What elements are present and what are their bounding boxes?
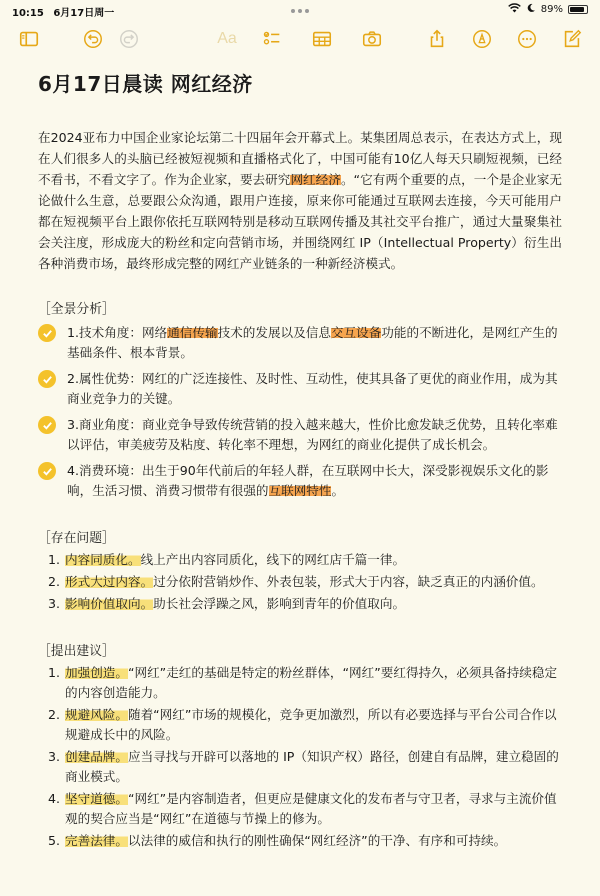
highlighted-keyword: 完善法律。: [65, 833, 128, 848]
highlighted-keyword: 形式大过内容。: [65, 574, 154, 589]
list-number: 2.: [48, 574, 61, 589]
item-text: 。: [331, 483, 345, 498]
checklist-item-3: [38, 415, 562, 455]
undo-icon[interactable]: [80, 26, 106, 52]
markup-pen-icon[interactable]: [469, 26, 495, 52]
item-text: 3.商业角度：商业竞争导致传统营销的投入越来越大，性价比愈发缺乏优势，且转化率难以评估，审美疲劳及粘度、转化率不理想，为网红的商业化提供了成长机会。: [67, 417, 558, 452]
note-body[interactable]: [38, 62, 562, 851]
list-number: 4.: [48, 791, 61, 806]
checklist-icon[interactable]: [259, 26, 285, 52]
intro-paragraph: [38, 127, 562, 274]
status-time-date: [12, 4, 120, 19]
suggestion-item: [38, 747, 562, 787]
list-number: 1.: [48, 552, 61, 567]
highlight-wanghong-economy: 网红经济: [290, 172, 341, 187]
list-number: 2.: [48, 707, 61, 722]
item-text: “网红”走红的基础是特定的粉丝群体，“网红”要红得持久，必须具备持续稳定的内容创造能力。: [65, 665, 558, 700]
status-indicators: [508, 3, 588, 16]
problems-list: [38, 550, 562, 614]
item-text: 应当寻找与开辟可以落地的 IP（知识产权）路径，创建自有品牌，建立稳固的商业模式。: [65, 749, 559, 784]
list-number: 3.: [48, 749, 61, 764]
suggestion-item: [38, 789, 562, 829]
analysis-heading: ［全景分析］: [38, 302, 115, 317]
highlight-internet-trait: 互联网特性: [268, 483, 332, 498]
text-format-button[interactable]: Aa: [217, 30, 237, 47]
item-text: 助长社会浮躁之风，影响到青年的价值取向。: [153, 596, 406, 611]
suggestions-heading: ［提出建议］: [38, 644, 115, 659]
notes-toolbar: [0, 22, 600, 58]
suggestions-list: [38, 663, 562, 851]
status-date: 6月17日周一: [53, 8, 115, 19]
checklist-item-2: [38, 369, 562, 409]
highlighted-keyword: 内容同质化。: [65, 552, 141, 567]
checklist-item-4: [38, 461, 562, 501]
suggestion-item: [38, 663, 562, 703]
highlight-interactive-device: 交互设备: [330, 325, 382, 340]
list-number: 3.: [48, 596, 61, 611]
sidebar-toggle-icon[interactable]: [16, 26, 42, 52]
status-bar: [0, 0, 600, 22]
problems-heading: ［存在问题］: [38, 531, 115, 546]
compose-new-note-icon[interactable]: [559, 26, 585, 52]
item-text: 2.属性优势：网红的广泛连接性、及时性、互动性，使其具备了更优的商业作用，成为其商业竞争力的关键。: [67, 371, 558, 406]
camera-icon[interactable]: [359, 26, 385, 52]
problem-item: [38, 550, 562, 570]
highlighted-keyword: 规避风险。: [65, 707, 128, 722]
highlighted-keyword: 影响价值取向。: [65, 596, 154, 611]
list-number: 1.: [48, 665, 61, 680]
list-number: 5.: [48, 833, 61, 848]
item-text: 1.技术角度：网络: [67, 325, 168, 340]
highlighted-keyword: 加强创造。: [65, 665, 128, 680]
battery-percent: 89%: [540, 4, 563, 15]
share-icon[interactable]: [424, 26, 450, 52]
problem-item: [38, 594, 562, 614]
highlighted-keyword: 坚守道德。: [65, 791, 128, 806]
highlight-comm-transmission: 通信传输: [167, 325, 218, 340]
suggestion-item: [38, 705, 562, 745]
table-icon[interactable]: [309, 26, 335, 52]
item-text: 功能的不断进化，是网红产生的基础条件、根本背景。: [67, 325, 558, 360]
intro-text-2: 。“它有两个重要的点，一个是企业家无论做什么生意，总要跟公众沟通，跟用户连接，原来你可能通过互联网去连接，今天可能用户都在短视频平台上跟你依托互联网特别是移动互联网传播及其社交平台推广，通过大量聚集社会关注度，形成庞大的粉丝和定向营销市场，并围绕网红 IP（Intellectual Property）衍生出各种消费市场，最终形成完整的网红产业链条的一种新经济模式。: [38, 172, 563, 271]
battery-icon: [568, 5, 588, 14]
note-title: 6月17日晨读 网红经济: [38, 72, 253, 96]
highlighted-keyword: 创建品牌。: [65, 749, 128, 764]
checklist-item-1: [38, 323, 562, 363]
intro-text-1: 在2024亚布力中国企业家论坛第二十四届年会开幕式上。某集团周总表示，在表达方式上，现在人们很多人的头脑已经被短视频和直播格式化了，中国可能有10亿人每天只刷短视频，已经不看书，不看文字了。作为企业家，要去研究: [38, 130, 562, 187]
checkbox-checked-icon[interactable]: [38, 324, 56, 342]
item-text: 线上产出内容同质化，线下的网红店千篇一律。: [140, 552, 406, 567]
checkbox-checked-icon[interactable]: [38, 462, 56, 480]
item-text: 以法律的威信和执行的刚性确保“网红经济”的干净、有序和可持续。: [127, 833, 507, 848]
item-text: 过分依附营销炒作、外表包装，形式大于内容，缺乏真正的内涵价值。: [153, 574, 544, 589]
moon-icon: [526, 3, 536, 16]
wifi-icon: [508, 3, 521, 16]
suggestion-item: [38, 831, 562, 851]
checkbox-checked-icon[interactable]: [38, 416, 56, 434]
problem-item: [38, 572, 562, 592]
checkbox-checked-icon[interactable]: [38, 370, 56, 388]
item-text: “网红”是内容制造者，但更应是健康文化的发布者与守卫者，寻求与主流价值观的契合应当是“网红”在道德与节操上的修为。: [65, 791, 557, 826]
item-text: 随着“网红”市场的规模化，竞争更加激烈，所以有必要选择与平台公司合作以规避成长中的风险。: [65, 707, 557, 742]
item-text: 技术的发展以及信息: [217, 325, 331, 340]
more-options-icon[interactable]: [514, 26, 540, 52]
item-text: 4.消费环境：出生于90年代前后的年轻人群，在互联网中长大，深受影视娱乐文化的影响，生活习惯、消费习惯带有很强的: [67, 463, 549, 498]
status-time: 10:15: [12, 8, 44, 19]
multitasking-dots[interactable]: [291, 9, 309, 13]
redo-icon[interactable]: [116, 26, 142, 52]
